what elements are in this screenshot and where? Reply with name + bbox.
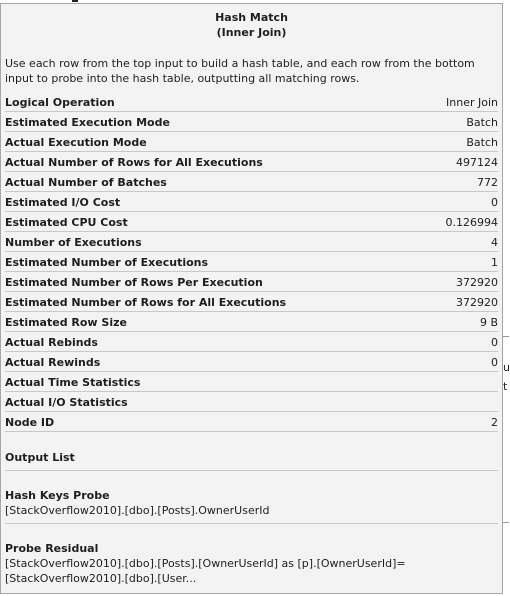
operator-tooltip — [0, 3, 503, 594]
property-label: Actual I/O Statistics — [5, 396, 128, 409]
property-value: 1 — [491, 256, 498, 269]
property-value: Batch — [466, 116, 498, 129]
property-label: Estimated Number of Rows Per Execution — [5, 276, 263, 289]
property-row — [5, 232, 498, 252]
property-label: Estimated CPU Cost — [5, 216, 128, 229]
hash-keys-probe-section — [5, 488, 498, 524]
property-label: Estimated Row Size — [5, 316, 127, 329]
property-row — [5, 152, 498, 172]
property-row — [5, 252, 498, 272]
property-label: Estimated Execution Mode — [5, 116, 170, 129]
property-label: Logical Operation — [5, 96, 115, 109]
background-edge-text: t — [503, 380, 508, 393]
section-heading: Probe Residual — [5, 542, 99, 555]
property-row — [5, 192, 498, 212]
property-row — [5, 412, 498, 432]
property-label: Actual Execution Mode — [5, 136, 147, 149]
property-row — [5, 332, 498, 352]
output-list-section — [5, 450, 498, 471]
property-row — [5, 132, 498, 152]
section-heading: Output List — [5, 451, 75, 464]
property-row — [5, 372, 498, 392]
property-row — [5, 292, 498, 312]
tooltip-title: Hash Match — [215, 11, 288, 24]
property-label: Actual Number of Batches — [5, 176, 167, 189]
property-value: 2 — [491, 416, 498, 429]
property-label: Actual Rewinds — [5, 356, 101, 369]
property-label: Estimated I/O Cost — [5, 196, 121, 209]
property-value: 0 — [491, 336, 498, 349]
section-body: [StackOverflow2010].[dbo].[Posts].[OwnerUserId] as [p].[OwnerUserId]=[StackOverflow2010].[dbo].[User... — [5, 557, 406, 585]
probe-residual-section — [5, 541, 498, 586]
background-edge-text: u — [503, 361, 510, 374]
property-label: Number of Executions — [5, 236, 142, 249]
section-heading: Hash Keys Probe — [5, 489, 110, 502]
tooltip-subtitle: (Inner Join) — [216, 26, 287, 39]
property-value: 0 — [491, 196, 498, 209]
property-label: Actual Time Statistics — [5, 376, 141, 389]
property-value: Inner Join — [446, 96, 498, 109]
property-list — [5, 92, 498, 432]
property-value: 4 — [491, 236, 498, 249]
section-divider — [5, 470, 498, 471]
property-row — [5, 112, 498, 132]
property-row — [5, 392, 498, 412]
property-label: Node ID — [5, 416, 55, 429]
property-value: 0 — [491, 356, 498, 369]
property-row — [5, 92, 498, 112]
property-label: Actual Rebinds — [5, 336, 98, 349]
property-value: 9 B — [479, 316, 498, 329]
tooltip-description: Use each row from the top input to build a hash table, and each row from the bottom input to probe into the hash table, outputting all matching rows. — [5, 57, 475, 85]
property-row — [5, 312, 498, 332]
background-glyph — [72, 0, 78, 2]
property-row — [5, 212, 498, 232]
property-value: 0.126994 — [445, 216, 498, 229]
section-divider — [5, 523, 498, 524]
property-row — [5, 272, 498, 292]
property-row — [5, 352, 498, 372]
section-body: [StackOverflow2010].[dbo].[Posts].OwnerUserId — [5, 504, 270, 517]
property-label: Estimated Number of Rows for All Executions — [5, 296, 287, 309]
property-row — [5, 172, 498, 192]
property-label: Estimated Number of Executions — [5, 256, 209, 269]
property-value: 772 — [477, 176, 498, 189]
property-label: Actual Number of Rows for All Executions — [5, 156, 263, 169]
property-value: Batch — [466, 136, 498, 149]
property-value: 372920 — [456, 276, 498, 289]
property-value: 372920 — [456, 296, 498, 309]
property-value: 497124 — [456, 156, 498, 169]
